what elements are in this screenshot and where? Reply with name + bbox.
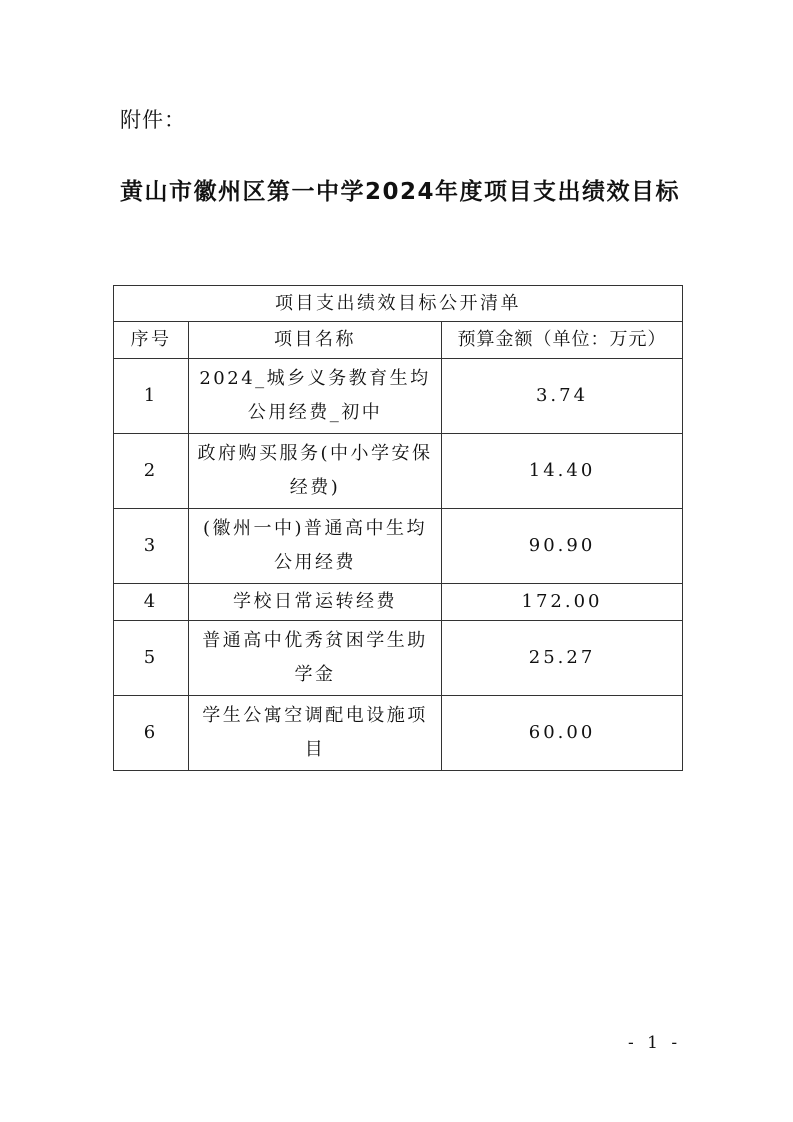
table-row bbox=[114, 509, 683, 584]
table-row bbox=[114, 434, 683, 509]
header-index: 序号 bbox=[114, 322, 189, 359]
table-row bbox=[114, 696, 683, 771]
table-header-row bbox=[114, 322, 683, 359]
row-project-name: 普通高中优秀贫困学生助学金 bbox=[189, 621, 442, 696]
row-index: 4 bbox=[114, 584, 189, 621]
row-project-name: 学校日常运转经费 bbox=[189, 584, 442, 621]
row-index: 5 bbox=[114, 621, 189, 696]
header-project-name: 项目名称 bbox=[189, 322, 442, 359]
row-amount: 60.00 bbox=[442, 696, 683, 771]
row-amount: 25.27 bbox=[442, 621, 683, 696]
row-index: 2 bbox=[114, 434, 189, 509]
table-caption: 项目支出绩效目标公开清单 bbox=[114, 286, 683, 322]
row-project-name: 2024_城乡义务教育生均公用经费_初中 bbox=[189, 359, 442, 434]
table-row bbox=[114, 584, 683, 621]
row-project-name: 学生公寓空调配电设施项目 bbox=[189, 696, 442, 771]
performance-goals-table bbox=[113, 285, 683, 771]
row-index: 3 bbox=[114, 509, 189, 584]
page-number: - 1 - bbox=[628, 1033, 682, 1053]
row-amount: 90.90 bbox=[442, 509, 683, 584]
row-project-name: (徽州一中)普通高中生均公用经费 bbox=[189, 509, 442, 584]
table-caption-row bbox=[114, 286, 683, 322]
table-row bbox=[114, 359, 683, 434]
header-budget-amount: 预算金额（单位：万元） bbox=[442, 322, 683, 359]
attachment-label: 附件： bbox=[120, 108, 186, 132]
row-project-name: 政府购买服务(中小学安保经费) bbox=[189, 434, 442, 509]
table-row bbox=[114, 621, 683, 696]
row-amount: 3.74 bbox=[442, 359, 683, 434]
row-amount: 172.00 bbox=[442, 584, 683, 621]
document-title: 黄山市徽州区第一中学2024年度项目支出绩效目标 bbox=[120, 179, 681, 205]
row-index: 1 bbox=[114, 359, 189, 434]
row-amount: 14.40 bbox=[442, 434, 683, 509]
row-index: 6 bbox=[114, 696, 189, 771]
